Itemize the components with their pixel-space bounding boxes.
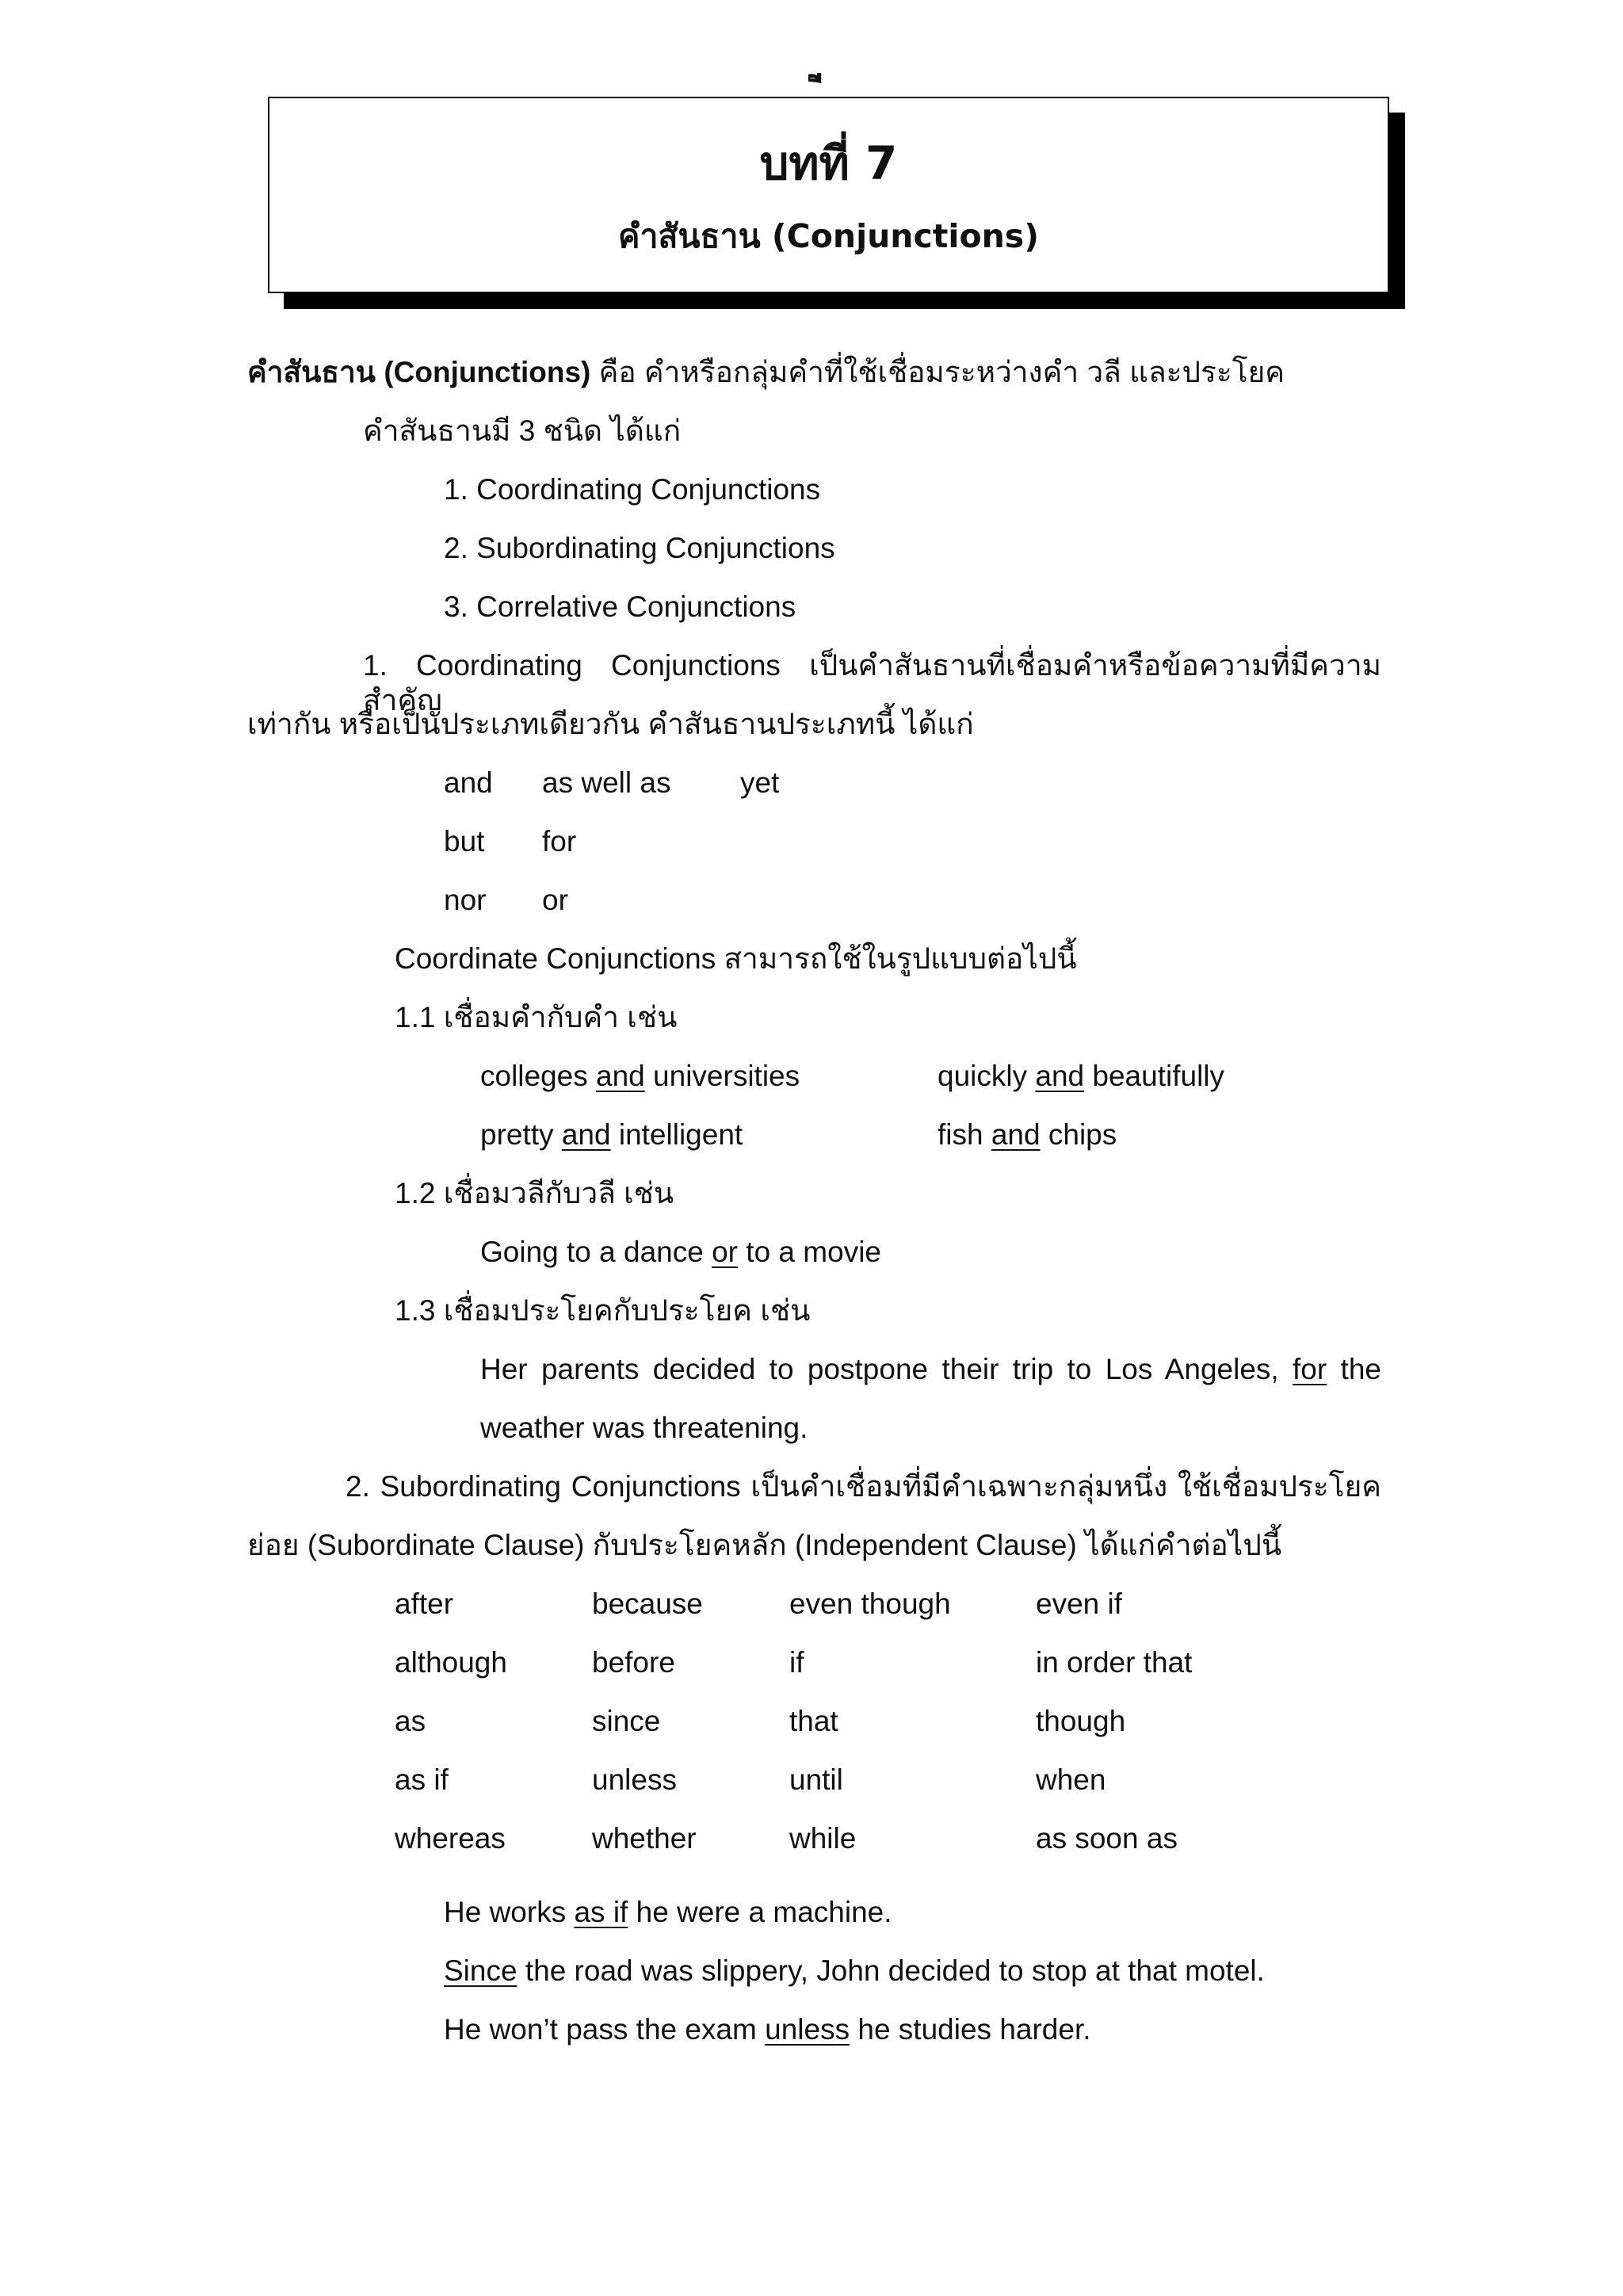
sentence-text: the (1327, 1353, 1381, 1385)
example-sentence (444, 1954, 1265, 1988)
sentence-text: colleges (480, 1060, 597, 1092)
definition-text: คือ คำหรือกลุ่มคำที่ใช้เชื่อมระหว่างคำ วลี และประโยค (590, 356, 1285, 388)
chapter-subtitle: คำสันธาน (Conjunctions) (618, 217, 1039, 255)
underlined-conjunction: and (561, 1118, 611, 1151)
subordinating-word: unless (592, 1763, 677, 1796)
subordinating-word: because (592, 1587, 703, 1620)
type-item-coordinating: 1. Coordinating Conjunctions (444, 473, 821, 506)
example-sentence-cont: weather was threatening. (480, 1412, 808, 1444)
underlined-conjunction: for (1293, 1353, 1327, 1385)
subordinating-word: until (789, 1763, 843, 1796)
coordinating-word: nor (444, 884, 487, 916)
title-overflow-mark (808, 73, 840, 100)
subordinating-word: as soon as (1036, 1822, 1178, 1855)
sentence-text: He works (444, 1896, 575, 1928)
sentence-text: universities (644, 1060, 800, 1092)
coordinating-word: but (444, 825, 485, 858)
sentence-text: chips (1040, 1118, 1117, 1151)
section2-heading: 2. Subordinating Conjunctions เป็นคำเชื่อมที่มีคำเฉพาะกลุ่มหนึ่ง ใช้เชื่อมประโยค (346, 1470, 1381, 1503)
type-item-correlative: 3. Correlative Conjunctions (444, 590, 796, 623)
type-item-subordinating: 2. Subordinating Conjunctions (444, 532, 835, 564)
underlined-conjunction: and (991, 1118, 1041, 1151)
coordinating-word: yet (740, 766, 780, 799)
example-phrase (938, 1059, 1224, 1094)
sentence-text: Going to a dance (480, 1236, 712, 1268)
subordinating-word: after (395, 1587, 454, 1620)
subordinating-word: whereas (395, 1822, 506, 1855)
sub2-label: 1.2 เชื่อมวลีกับวลี เช่น (395, 1177, 674, 1209)
subordinating-word: while (789, 1822, 857, 1855)
subordinating-word: when (1036, 1763, 1106, 1796)
sentence-text: beautifully (1084, 1060, 1225, 1092)
sentence-text: He won’t pass the exam (444, 2013, 766, 2046)
sentence-text: intelligent (610, 1118, 743, 1151)
example-sentence (480, 1352, 1381, 1387)
subordinating-word: as if (395, 1763, 449, 1796)
subordinating-word: though (1036, 1705, 1126, 1737)
sentence-text: he studies harder. (850, 2013, 1091, 2046)
underlined-conjunction: and (1035, 1060, 1085, 1092)
example-sentence (444, 1895, 892, 1930)
sentence-text: quickly (938, 1060, 1036, 1092)
coordinating-word: or (542, 884, 568, 916)
subordinating-word: in order that (1036, 1646, 1193, 1679)
subordinating-word: that (789, 1705, 838, 1737)
subordinating-word: if (789, 1646, 804, 1679)
underlined-conjunction: and (596, 1060, 645, 1092)
example-sentence (444, 2012, 1091, 2047)
section2-heading-cont: ย่อย (Subordinate Clause) กับประโยคหลัก (Independent Clause) ได้แก่คำต่อไปนี้ (247, 1529, 1282, 1561)
subordinating-word: whether (592, 1822, 697, 1855)
sentence-text: he were a machine. (628, 1896, 892, 1928)
usage-intro: Coordinate Conjunctions สามารถใช้ในรูปแบบต่อไปนี้ (395, 942, 1077, 975)
coordinating-word: as well as (542, 766, 671, 799)
underlined-conjunction: or (712, 1236, 739, 1268)
sentence-text: the road was slippery, John decided to stop at that motel. (517, 1954, 1265, 1987)
sub1-label: 1.1 เชื่อมคำกับคำ เช่น (395, 1001, 678, 1033)
sub3-label: 1.3 เชื่อมประโยคกับประโยค เช่น (395, 1294, 811, 1327)
example-phrase (480, 1117, 743, 1152)
underlined-conjunction: as if (574, 1896, 628, 1928)
definition-line (247, 355, 1285, 390)
section1-heading-cont: เท่ากัน หรือเป็นประเภทเดียวกัน คำสันธานประเภทนี้ ได้แก่ (247, 708, 974, 740)
coordinating-word: for (542, 825, 577, 858)
sentence-text: Her parents decided to postpone their trip to Los Angeles, (480, 1353, 1293, 1385)
subordinating-word: even if (1036, 1587, 1123, 1620)
subordinating-word: even though (789, 1587, 951, 1620)
sentence-text: fish (938, 1118, 991, 1151)
chapter-title: บทที่ 7 (759, 136, 898, 190)
chapter-title-box (268, 97, 1389, 293)
subordinating-word: although (395, 1646, 507, 1679)
subordinating-word: before (592, 1646, 675, 1679)
underlined-conjunction: Since (444, 1954, 517, 1987)
example-phrase (938, 1117, 1117, 1152)
example-phrase (480, 1059, 800, 1094)
example-phrase (480, 1235, 881, 1270)
types-intro: คำสันธานมี 3 ชนิด ได้แก่ (363, 415, 682, 447)
definition-term: คำสันธาน (Conjunctions) (247, 356, 591, 388)
coordinating-word: and (444, 766, 493, 799)
sentence-text: pretty (480, 1118, 562, 1151)
section1-heading: 1. Coordinating Conjunctions เป็นคำสันธานที่เชื่อมคำหรือข้อความที่มีความสำคัญ (363, 649, 1381, 717)
subordinating-word: since (592, 1705, 661, 1737)
subordinating-word: as (395, 1705, 426, 1737)
sentence-text: to a movie (738, 1236, 881, 1268)
underlined-conjunction: unless (765, 2013, 850, 2046)
